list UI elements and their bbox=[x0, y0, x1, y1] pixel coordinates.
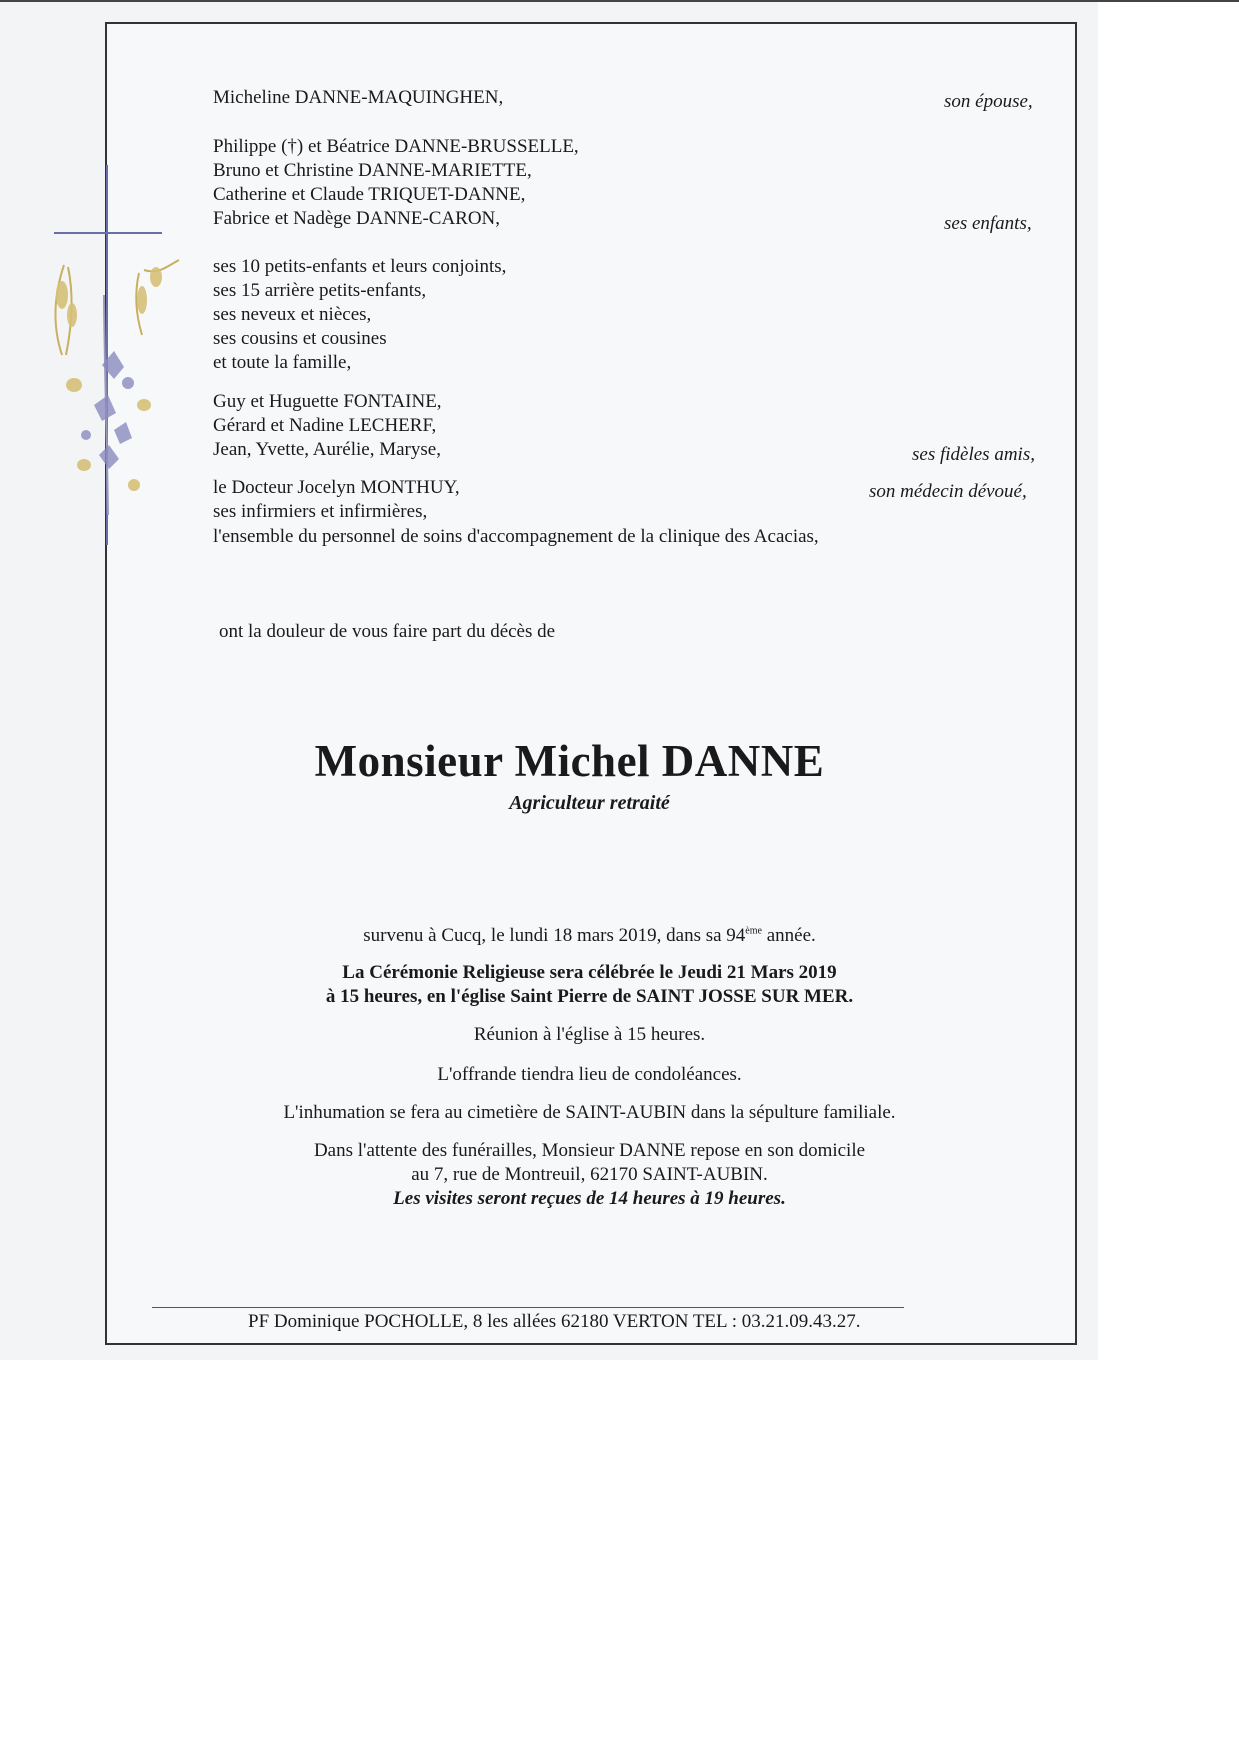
friend-line: Gérard et Nadine LECHERF, bbox=[213, 415, 437, 436]
death-line bbox=[0, 925, 1209, 947]
deceased-occupation: Agriculteur retraité bbox=[509, 792, 670, 814]
relative-line: et toute la famille, bbox=[213, 352, 352, 373]
children-role: ses enfants, bbox=[944, 213, 1032, 234]
death-suffix: année. bbox=[761, 925, 816, 946]
visits-line: Les visites seront reçues de 14 heures à 19 heures. bbox=[393, 1188, 786, 1209]
cross-horizontal bbox=[54, 232, 162, 234]
nurses-line: ses infirmiers et infirmières, bbox=[213, 501, 428, 522]
child-line: Catherine et Claude TRIQUET-DANNE, bbox=[213, 184, 526, 205]
doctor-role: son médecin dévoué, bbox=[869, 481, 1027, 502]
relative-line: ses cousins et cousines bbox=[213, 328, 387, 349]
offering-line: L'offrande tiendra lieu de condoléances. bbox=[437, 1064, 742, 1085]
friends-role: ses fidèles amis, bbox=[912, 444, 1035, 465]
child-line: Bruno et Christine DANNE-MARIETTE, bbox=[213, 160, 532, 181]
rest-line: au 7, rue de Montreuil, 62170 SAINT-AUBIN. bbox=[411, 1164, 768, 1185]
doctor-line: le Docteur Jocelyn MONTHUY, bbox=[213, 477, 460, 498]
relative-line: ses neveux et nièces, bbox=[213, 304, 372, 325]
funeral-home-footer: PF Dominique POCHOLLE, 8 les allées 62180 VERTON TEL : 03.21.09.43.27. bbox=[248, 1311, 861, 1332]
child-line: Philippe (†) et Béatrice DANNE-BRUSSELLE, bbox=[213, 136, 579, 157]
staff-line: l'ensemble du personnel de soins d'accompagnement de la clinique des Acacias, bbox=[213, 526, 819, 547]
child-line: Fabrice et Nadège DANNE-CARON, bbox=[213, 208, 501, 229]
rest-line: Dans l'attente des funérailles, Monsieur DANNE repose en son domicile bbox=[313, 1140, 866, 1161]
relative-line: ses 10 petits-enfants et leurs conjoints, bbox=[213, 256, 507, 277]
death-prefix: survenu à Cucq, le lundi 18 mars 2019, dans sa 94 bbox=[363, 925, 746, 946]
footer-rule bbox=[152, 1307, 904, 1308]
burial-line: L'inhumation se fera au cimetière de SAINT-AUBIN dans la sépulture familiale. bbox=[283, 1102, 896, 1123]
announcement: ont la douleur de vous faire part du décès de bbox=[219, 621, 556, 642]
wheat-flower-illustration bbox=[44, 255, 184, 525]
spouse-name: Micheline DANNE-MAQUINGHEN, bbox=[213, 87, 504, 108]
relative-line: ses 15 arrière petits-enfants, bbox=[213, 280, 427, 301]
ceremony-line: à 15 heures, en l'église Saint Pierre de SAINT JOSSE SUR MER. bbox=[325, 986, 854, 1007]
death-sup: ème bbox=[745, 925, 762, 937]
meeting-line: Réunion à l'église à 15 heures. bbox=[473, 1024, 706, 1045]
friend-line: Guy et Huguette FONTAINE, bbox=[213, 391, 442, 412]
spouse-role: son épouse, bbox=[944, 91, 1033, 112]
deceased-name: Monsieur Michel DANNE bbox=[314, 736, 825, 786]
ceremony-line: La Cérémonie Religieuse sera célébrée le Jeudi 21 Mars 2019 bbox=[342, 962, 837, 983]
top-rule bbox=[0, 0, 1239, 2]
friend-line: Jean, Yvette, Aurélie, Maryse, bbox=[213, 439, 441, 460]
